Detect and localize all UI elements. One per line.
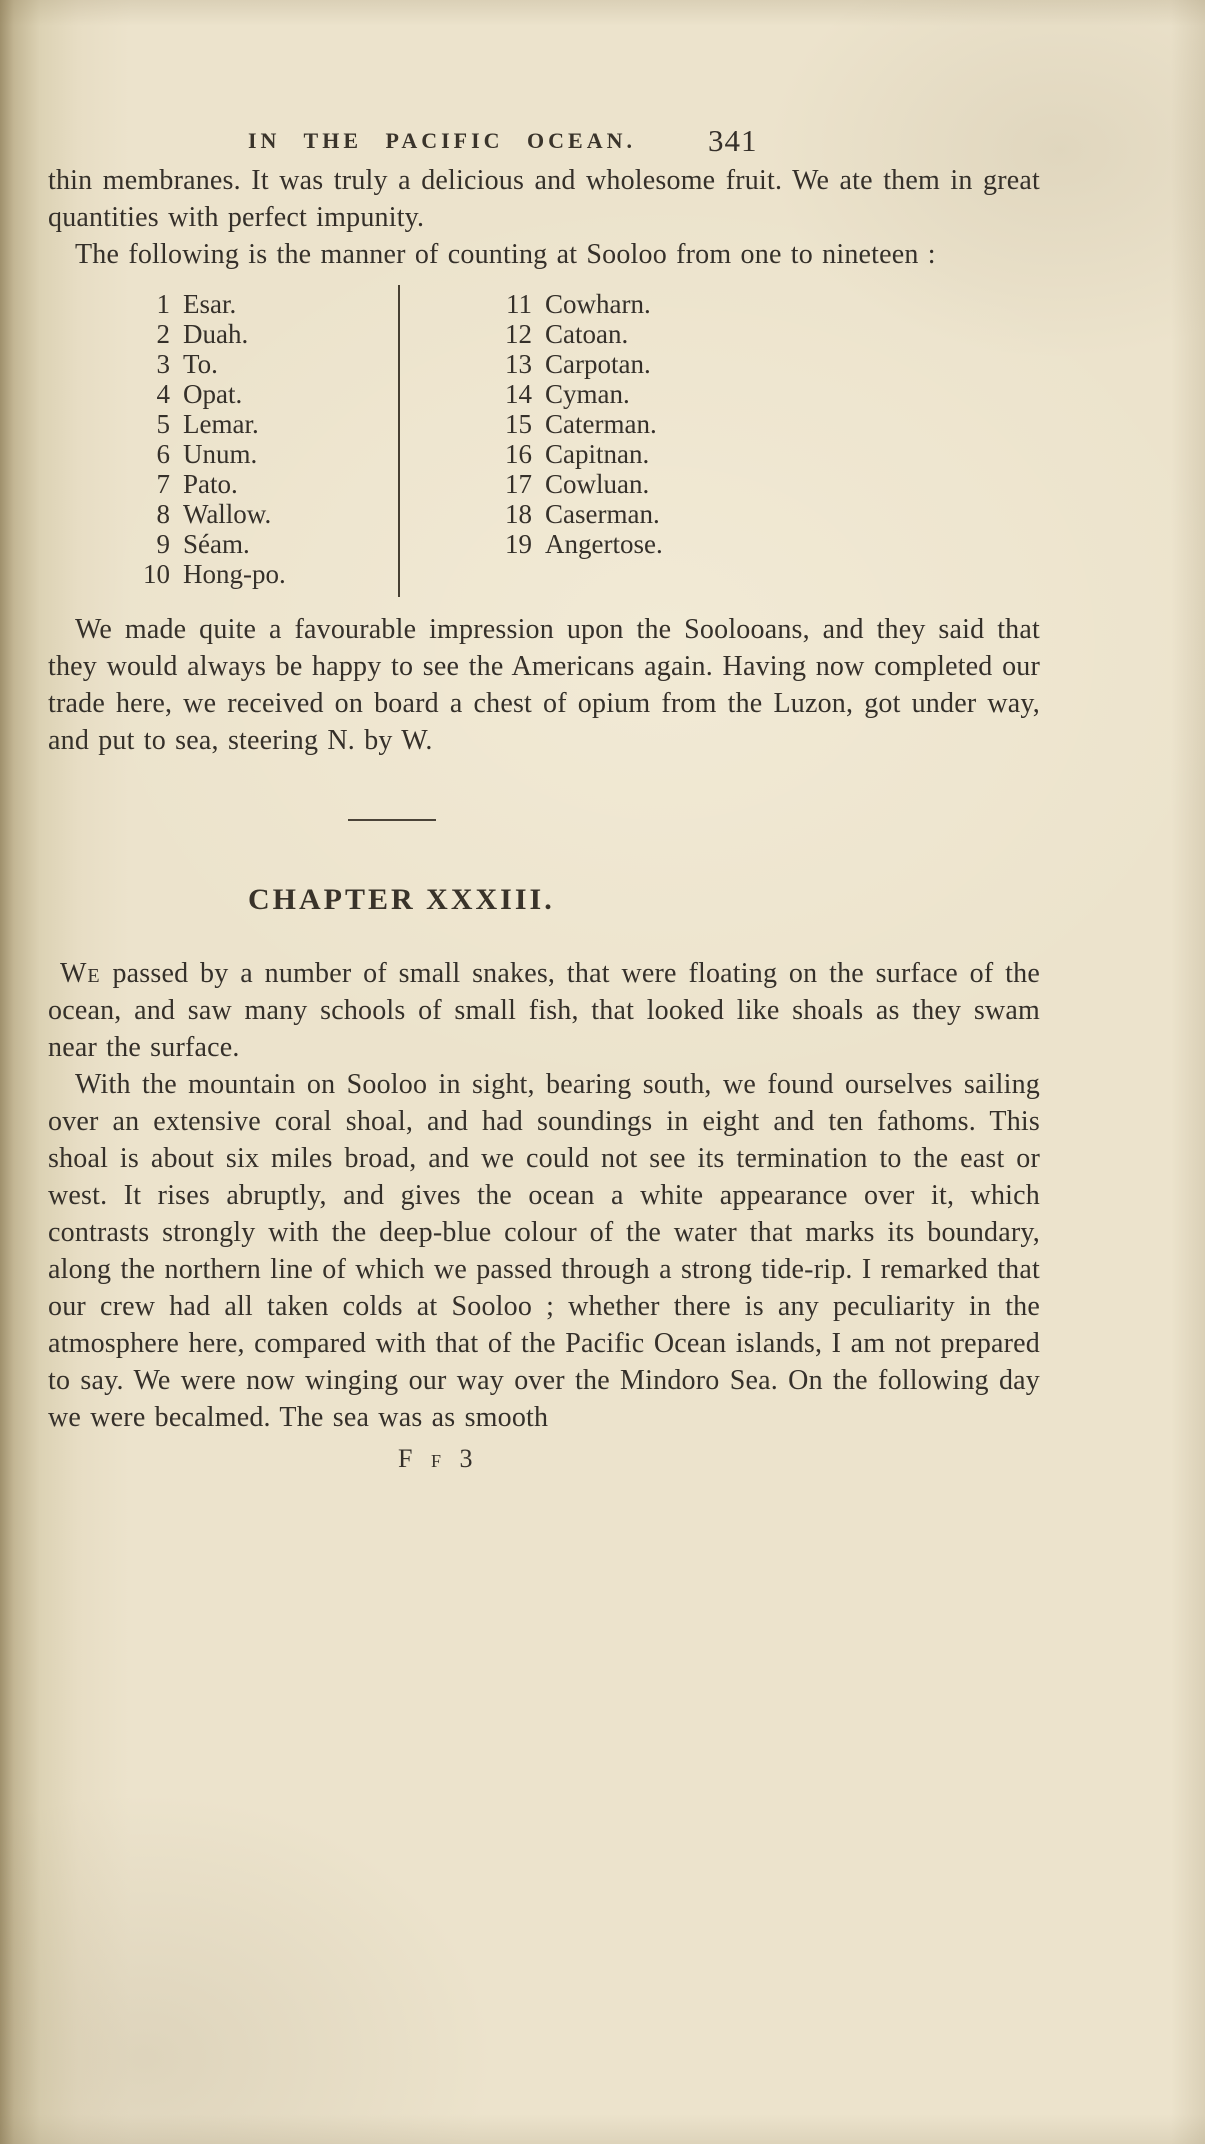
count-row: [130, 469, 398, 499]
count-word: Cyman.: [545, 379, 630, 409]
count-word: Catoan.: [545, 319, 629, 349]
count-word: Angertose.: [545, 529, 663, 559]
count-row: [130, 529, 398, 559]
chapter-paragraph-1-text: passed by a number of small snakes, that were floating on the surface of the ocean, and saw many schools of small fish, that looked like shoals as they swam near the surface.: [48, 958, 1040, 1063]
count-row: [492, 289, 663, 319]
count-word: Séam.: [183, 529, 250, 559]
counting-column-right: [400, 285, 663, 597]
count-number: 14: [505, 379, 532, 409]
count-row: [492, 349, 663, 379]
count-row: [130, 439, 398, 469]
section-rule: [348, 819, 436, 821]
page-number: 341: [708, 123, 758, 158]
count-word: Lemar.: [183, 409, 259, 439]
chapter-body: [48, 955, 1040, 1436]
count-word: Duah.: [183, 319, 249, 349]
count-word: Caterman.: [545, 409, 657, 439]
paragraph-favourable: We made quite a favourable impression upon the Soolooans, and they said that they would always be happy to see the Americans again. Having now completed our trade here, we received on board a chest of opium from the Luzon, got under way, and put to sea, steering N. by W.: [48, 614, 1040, 756]
chapter-heading: CHAPTER XXXIII.: [248, 883, 555, 916]
count-number: 12: [505, 319, 532, 349]
count-word: Hong-po.: [183, 559, 286, 589]
paragraph-continuation: thin membranes. It was truly a delicious and wholesome fruit. We ate them in great quantities with perfect impunity.: [48, 165, 1040, 233]
count-row: [130, 349, 398, 379]
count-number: 5: [156, 409, 170, 439]
count-row: [492, 319, 663, 349]
count-row: [130, 379, 398, 409]
count-word: Pato.: [183, 469, 238, 499]
count-word: Capitnan.: [545, 439, 650, 469]
count-row: [492, 439, 663, 469]
count-word: Carpotan.: [545, 349, 651, 379]
count-number: 6: [156, 439, 170, 469]
count-word: To.: [183, 349, 218, 379]
count-number: 3: [156, 349, 170, 379]
count-number: 11: [506, 289, 532, 319]
count-number: 18: [505, 499, 532, 529]
running-title: IN THE PACIFIC OCEAN.: [248, 128, 636, 153]
count-number: 19: [505, 529, 532, 559]
count-number: 4: [156, 379, 170, 409]
count-word: Unum.: [183, 439, 258, 469]
count-number: 15: [505, 409, 532, 439]
count-number: 13: [505, 349, 532, 379]
count-number: 7: [156, 469, 170, 499]
count-number: 8: [156, 499, 170, 529]
count-word: Esar.: [183, 289, 237, 319]
paragraph-counting-intro: The following is the manner of counting at Sooloo from one to nineteen :: [75, 239, 936, 270]
chapter-lead-word: We: [60, 958, 101, 989]
count-row: [130, 499, 398, 529]
count-row: [492, 529, 663, 559]
chapter-paragraph-2: With the mountain on Sooloo in sight, bearing south, we found ourselves sailing over an extensive coral shoal, and had soundings in eight and ten fathoms. This shoal is about six miles broad, and we could not see its termination to the east or west. It rises abruptly, and gives the ocean a white appearance over it, which contrasts strongly with the deep-blue colour of the water that marks its boundary, along the northern line of which we passed through a strong tide-rip. I remarked that our crew had all taken colds at Sooloo ; whether there is any peculiarity in the atmosphere here, compared with that of the Pacific Ocean islands, I am not prepared to say. We were now winging our way over the Mindoro Sea. On the following day we were becalmed. The sea was as smooth: [48, 1069, 1040, 1433]
count-number: 2: [156, 319, 170, 349]
count-number: 16: [505, 439, 532, 469]
chapter-paragraph-1: [48, 955, 1040, 1066]
counting-table: [48, 285, 1040, 597]
counting-column-left: [48, 285, 400, 597]
count-word: Cowharn.: [545, 289, 651, 319]
text-block: [48, 118, 1040, 1474]
page-header: [48, 118, 1040, 162]
count-row: [492, 499, 663, 529]
count-row: [130, 409, 398, 439]
count-word: Opat.: [183, 379, 243, 409]
count-row: [130, 319, 398, 349]
count-word: Caserman.: [545, 499, 660, 529]
count-word: Wallow.: [183, 499, 272, 529]
count-number: 9: [156, 529, 170, 559]
count-word: Cowluan.: [545, 469, 650, 499]
count-number: 17: [505, 469, 532, 499]
signature-mark: F f 3: [398, 1444, 479, 1473]
count-row: [492, 409, 663, 439]
count-row: [130, 559, 398, 589]
count-row: [492, 379, 663, 409]
count-row: [492, 469, 663, 499]
count-number: 1: [156, 289, 170, 319]
count-number: 10: [143, 559, 170, 589]
count-row: [130, 289, 398, 319]
